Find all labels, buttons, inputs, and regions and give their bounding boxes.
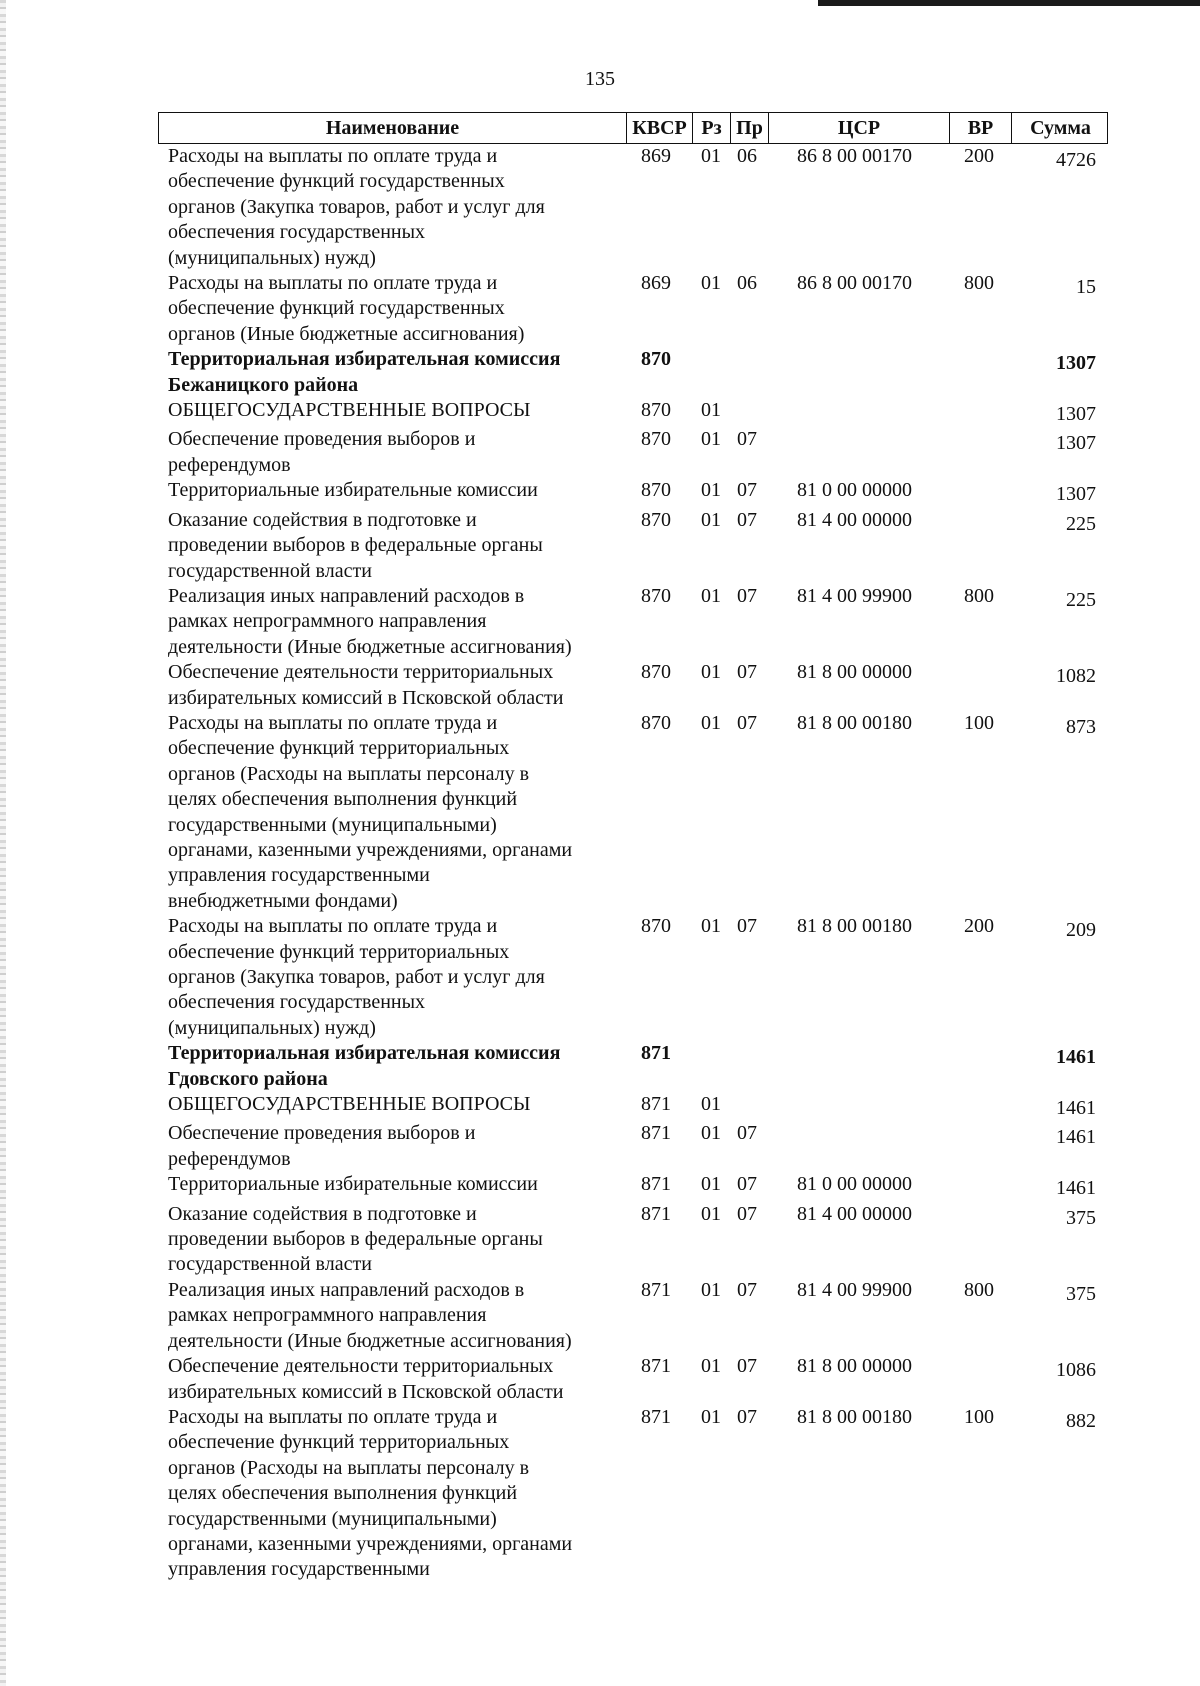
cell-pr: 07	[737, 1355, 757, 1378]
header-kvsr: КВСР	[626, 113, 692, 143]
cell-pr: 06	[737, 272, 757, 295]
cell-name: Обеспечение проведения выборов и референдумов	[168, 1122, 476, 1170]
cell-name: ОБЩЕГОСУДАРСТВЕННЫЕ ВОПРОСЫ	[168, 1093, 531, 1116]
cell-vr: 800	[964, 272, 994, 295]
cell-kvsr: 869	[641, 272, 671, 295]
cell-sum: 375	[1066, 1282, 1096, 1305]
table-row	[158, 271, 1108, 347]
cell-name: Территориальная избирательная комиссия Бежаницкого района	[168, 348, 561, 396]
cell-csr	[767, 398, 948, 427]
cell-sum: 1307	[1056, 352, 1096, 375]
cell-rz: 01	[701, 1405, 721, 1428]
cell-name: Реализация иных направлений расходов в рамках непрограммного направления деятельности (Иные бюджетные ассигнования)	[168, 1278, 572, 1352]
cell-csr: 81 0 00 00000	[797, 479, 912, 502]
cell-sum: 1082	[1056, 665, 1096, 688]
page-number: 135	[585, 68, 615, 90]
cell-sum: 225	[1066, 512, 1096, 535]
cell-kvsr: 870	[641, 348, 671, 371]
table-row	[158, 1278, 1108, 1354]
cell-name: Территориальная избирательная комиссия Гдовского района	[168, 1042, 561, 1090]
cell-vr	[948, 1121, 1010, 1172]
table-row	[158, 1202, 1108, 1278]
cell-pr	[729, 347, 767, 398]
cell-rz: 01	[701, 428, 721, 451]
cell-kvsr: 871	[641, 1042, 671, 1065]
cell-vr	[948, 660, 1010, 711]
cell-sum: 1307	[1056, 432, 1096, 455]
cell-sum: 1307	[1056, 483, 1096, 506]
cell-rz: 01	[701, 399, 721, 422]
table-row	[158, 427, 1108, 478]
cell-vr	[948, 508, 1010, 584]
cell-sum: 1461	[1056, 1177, 1096, 1200]
table-row	[158, 478, 1108, 507]
cell-sum: 873	[1066, 715, 1096, 738]
cell-csr: 81 4 00 00000	[797, 508, 912, 531]
cell-kvsr: 871	[641, 1202, 671, 1225]
cell-kvsr: 870	[641, 399, 671, 422]
cell-name: Оказание содействия в подготовке и проведении выборов в федеральные органы государственной власти	[168, 508, 543, 582]
cell-vr	[948, 1092, 1010, 1121]
cell-sum: 375	[1066, 1206, 1096, 1229]
cell-vr	[948, 1041, 1010, 1092]
cell-pr: 07	[737, 584, 757, 607]
cell-name: Обеспечение деятельности территориальных избирательных комиссий в Псковской области	[168, 1355, 564, 1403]
table-row	[158, 347, 1108, 398]
cell-vr: 100	[964, 1405, 994, 1428]
cell-pr	[729, 1092, 767, 1121]
table-row	[158, 711, 1108, 914]
cell-csr	[767, 1092, 948, 1121]
cell-kvsr: 869	[641, 145, 671, 167]
cell-rz: 01	[701, 1202, 721, 1225]
cell-vr	[948, 1354, 1010, 1405]
cell-sum: 1461	[1056, 1046, 1096, 1069]
cell-name: Расходы на выплаты по оплате труда и обеспечение функций территориальных органов (Закупка товаров, работ и услуг для обеспечения государственных (муниципальных) нужд)	[168, 915, 545, 1039]
cell-sum: 15	[1076, 276, 1096, 299]
cell-pr: 07	[737, 1122, 757, 1145]
cell-rz	[691, 347, 729, 398]
cell-kvsr: 871	[641, 1093, 671, 1116]
cell-vr	[948, 1202, 1010, 1278]
cell-rz	[691, 1041, 729, 1092]
table-body	[158, 144, 1108, 1583]
cell-csr: 86 8 00 00170	[797, 272, 912, 295]
cell-sum: 1461	[1056, 1126, 1096, 1149]
cell-name: Обеспечение проведения выборов и референдумов	[168, 428, 476, 476]
cell-kvsr: 870	[641, 428, 671, 451]
table-row	[158, 1354, 1108, 1405]
cell-pr: 07	[737, 711, 757, 734]
table-row	[158, 1092, 1108, 1121]
cell-kvsr: 871	[641, 1355, 671, 1378]
cell-kvsr: 870	[641, 508, 671, 531]
cell-vr	[948, 398, 1010, 427]
cell-sum: 882	[1066, 1409, 1096, 1432]
cell-pr: 07	[737, 1405, 757, 1428]
cell-csr: 81 8 00 00180	[797, 711, 912, 734]
cell-rz: 01	[701, 272, 721, 295]
cell-sum: 225	[1066, 588, 1096, 611]
table-row	[158, 914, 1108, 1041]
cell-sum: 1307	[1056, 403, 1096, 426]
cell-name: Оказание содействия в подготовке и проведении выборов в федеральные органы государственной власти	[168, 1202, 543, 1276]
header-name: Наименование	[325, 117, 460, 139]
header-pr: Пр	[730, 113, 768, 143]
cell-csr	[767, 427, 948, 478]
cell-name: Территориальные избирательные комиссии	[168, 479, 538, 502]
cell-rz: 01	[701, 711, 721, 734]
scan-edge-artifact	[0, 0, 6, 1686]
cell-csr	[767, 1121, 948, 1172]
cell-rz: 01	[701, 508, 721, 531]
cell-vr	[948, 1172, 1010, 1201]
cell-vr: 200	[964, 915, 994, 938]
cell-sum: 1086	[1056, 1359, 1096, 1382]
cell-pr	[729, 398, 767, 427]
cell-rz: 01	[701, 1122, 721, 1145]
table-row	[158, 144, 1108, 271]
cell-name: Расходы на выплаты по оплате труда и обеспечение функций государственных органов (Закупка товаров, работ и услуг для обеспечения государственных (муниципальных) нужд)	[168, 145, 545, 269]
top-rule-line	[818, 0, 1200, 6]
cell-kvsr: 871	[641, 1278, 671, 1301]
table-row	[158, 1121, 1108, 1172]
cell-pr: 07	[737, 1202, 757, 1225]
table-row	[158, 398, 1108, 427]
cell-name: Реализация иных направлений расходов в рамках непрограммного направления деятельности (Иные бюджетные ассигнования)	[168, 584, 572, 658]
cell-name: ОБЩЕГОСУДАРСТВЕННЫЕ ВОПРОСЫ	[168, 399, 531, 422]
cell-vr: 200	[964, 145, 994, 167]
cell-name: Территориальные избирательные комиссии	[168, 1173, 538, 1196]
cell-kvsr: 870	[641, 661, 671, 684]
cell-pr: 07	[737, 915, 757, 938]
cell-kvsr: 870	[641, 479, 671, 502]
cell-csr: 81 4 00 99900	[797, 584, 912, 607]
header-rz: Рз	[692, 113, 730, 143]
cell-vr	[948, 427, 1010, 478]
cell-vr	[948, 478, 1010, 507]
cell-pr: 07	[737, 1278, 757, 1301]
cell-name: Расходы на выплаты по оплате труда и обеспечение функций территориальных органов (Расходы на выплаты персоналу в целях обеспечения выполнения функций государственными (муниципальными) органами, казенными учреждениями, органами управления государственными внебюджетными фондами)	[168, 711, 573, 912]
cell-rz: 01	[701, 1093, 721, 1116]
table-row	[158, 1041, 1108, 1092]
cell-csr: 81 4 00 99900	[797, 1278, 912, 1301]
cell-sum: 4726	[1056, 149, 1096, 171]
cell-rz: 01	[701, 1355, 721, 1378]
cell-pr: 07	[737, 508, 757, 531]
cell-csr: 81 8 00 00000	[797, 661, 912, 684]
cell-csr: 86 8 00 00170	[797, 145, 912, 167]
table-row	[158, 1172, 1108, 1201]
cell-sum: 1461	[1056, 1097, 1096, 1120]
cell-vr: 800	[964, 584, 994, 607]
cell-kvsr: 870	[641, 711, 671, 734]
table-header	[158, 112, 1108, 144]
cell-csr: 81 8 00 00180	[797, 1405, 912, 1428]
cell-rz: 01	[701, 1278, 721, 1301]
cell-csr: 81 8 00 00000	[797, 1355, 912, 1378]
cell-rz: 01	[701, 915, 721, 938]
header-sum: Сумма	[1011, 113, 1109, 143]
table-row	[158, 1405, 1108, 1583]
cell-csr: 81 8 00 00180	[797, 915, 912, 938]
cell-kvsr: 871	[641, 1122, 671, 1145]
cell-csr	[767, 1041, 948, 1092]
cell-name: Расходы на выплаты по оплате труда и обеспечение функций территориальных органов (Расходы на выплаты персоналу в целях обеспечения выполнения функций государственными (муниципальными) органами, казенными учреждениями, органами управления государственными	[168, 1405, 573, 1581]
header-csr: ЦСР	[768, 113, 949, 143]
cell-pr: 07	[737, 1173, 757, 1196]
cell-kvsr: 870	[641, 915, 671, 938]
budget-table	[158, 112, 1108, 1583]
cell-pr: 07	[737, 479, 757, 502]
cell-csr: 81 4 00 00000	[797, 1202, 912, 1225]
table-row	[158, 660, 1108, 711]
cell-pr	[729, 1041, 767, 1092]
cell-pr: 06	[737, 145, 757, 167]
cell-csr	[767, 347, 948, 398]
table-row	[158, 508, 1108, 584]
cell-name: Расходы на выплаты по оплате труда и обеспечение функций государственных органов (Иные бюджетные ассигнования)	[168, 272, 525, 345]
cell-rz: 01	[701, 479, 721, 502]
cell-vr: 800	[964, 1278, 994, 1301]
cell-csr: 81 0 00 00000	[797, 1173, 912, 1196]
cell-vr	[948, 347, 1010, 398]
cell-rz: 01	[701, 145, 721, 167]
cell-vr: 100	[964, 711, 994, 734]
header-vr: ВР	[949, 113, 1011, 143]
table-row	[158, 584, 1108, 660]
cell-kvsr: 870	[641, 584, 671, 607]
cell-pr: 07	[737, 428, 757, 451]
cell-rz: 01	[701, 1173, 721, 1196]
cell-pr: 07	[737, 661, 757, 684]
cell-kvsr: 871	[641, 1405, 671, 1428]
cell-rz: 01	[701, 661, 721, 684]
cell-kvsr: 871	[641, 1173, 671, 1196]
cell-name: Обеспечение деятельности территориальных избирательных комиссий в Псковской области	[168, 661, 564, 709]
cell-rz: 01	[701, 584, 721, 607]
cell-sum: 209	[1066, 919, 1096, 942]
